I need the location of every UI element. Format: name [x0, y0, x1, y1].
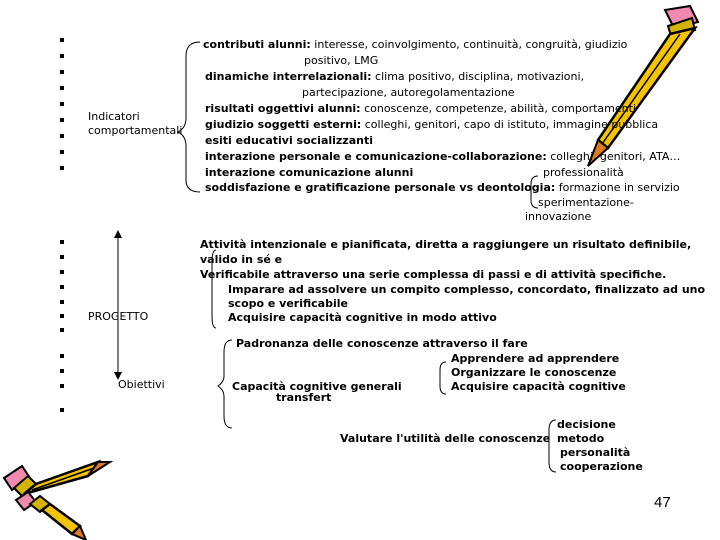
indicator-line: interazione comunicazione alunni	[205, 166, 414, 179]
page-number: 47	[654, 494, 671, 511]
progetto-line: Acquisire capacità cognitive in modo attivo	[228, 311, 497, 324]
obiettivo-metodo: metodo	[557, 432, 605, 445]
indicator-line: soddisfazione e gratificazione personale vs deontologia: formazione in servizio	[205, 181, 680, 194]
progetto-line: scopo e verificabile	[228, 297, 348, 310]
progetto-line: valido in sé e	[200, 253, 283, 266]
obiettivo-valutare: Valutare l'utilità delle conoscenze	[340, 432, 551, 445]
indicator-line: interazione personale e comunicazione-collaborazione: colleghi, genitori, ATA…	[205, 150, 681, 163]
progetto-line: Attività intenzionale e pianificata, diretta a raggiungere un risultato definibile,	[200, 238, 692, 251]
obiettivo-decisione: decisione	[557, 418, 616, 431]
label-obiettivi: Obiettivi	[118, 378, 165, 391]
indicator-line: giudizio soggetti esterni: colleghi, genitori, capo di istituto, immagine pubblica	[205, 118, 659, 131]
indicator-innovazione: innovazione	[525, 210, 592, 223]
progetto-line: Verificabile attraverso una serie complessa di passi e di attività specifiche.	[200, 268, 667, 281]
obiettivo-capacita: Capacità cognitive generali	[232, 380, 402, 393]
obiettivo-organizzare: Organizzare le conoscenze	[451, 366, 617, 379]
indicator-line: contributi alunni: interesse, coinvolgimento, continuità, congruità, giudizio	[203, 38, 628, 51]
progetto-line: Imparare ad assolvere un compito complesso, concordato, finalizzato ad uno	[228, 283, 706, 296]
obiettivo-transfert: transfert	[276, 391, 332, 404]
obiettivo-personalita: personalità	[560, 446, 631, 459]
label-comportamentali: comportamentali	[88, 124, 183, 137]
obiettivo-apprendere: Apprendere ad apprendere	[451, 352, 620, 365]
indicator-line: risultati oggettivi alunni: conoscenze, competenze, abilità, comportamenti	[205, 102, 636, 115]
obiettivo-cooperazione: cooperazione	[560, 460, 643, 473]
label-progetto: PROGETTO	[88, 310, 149, 323]
indicator-line: partecipazione, autoregolamentazione	[302, 86, 515, 99]
pencils-icon	[4, 462, 110, 540]
obiettivo-acquisire: Acquisire capacità cognitive	[451, 380, 626, 393]
indicator-sperimentazione: sperimentazione-	[538, 196, 634, 209]
indicator-line: dinamiche interrelazionali: clima positivo, disciplina, motivazioni,	[205, 70, 585, 83]
indicator-professionalita: professionalità	[543, 166, 624, 179]
obiettivo-padronanza: Padronanza delle conoscenze attraverso il fare	[236, 337, 528, 350]
label-indicatori: Indicatori	[88, 110, 140, 123]
indicator-line: esiti educativi socializzanti	[205, 134, 373, 147]
pencil-icon	[588, 6, 698, 166]
indicator-line: positivo, LMG	[304, 54, 379, 67]
